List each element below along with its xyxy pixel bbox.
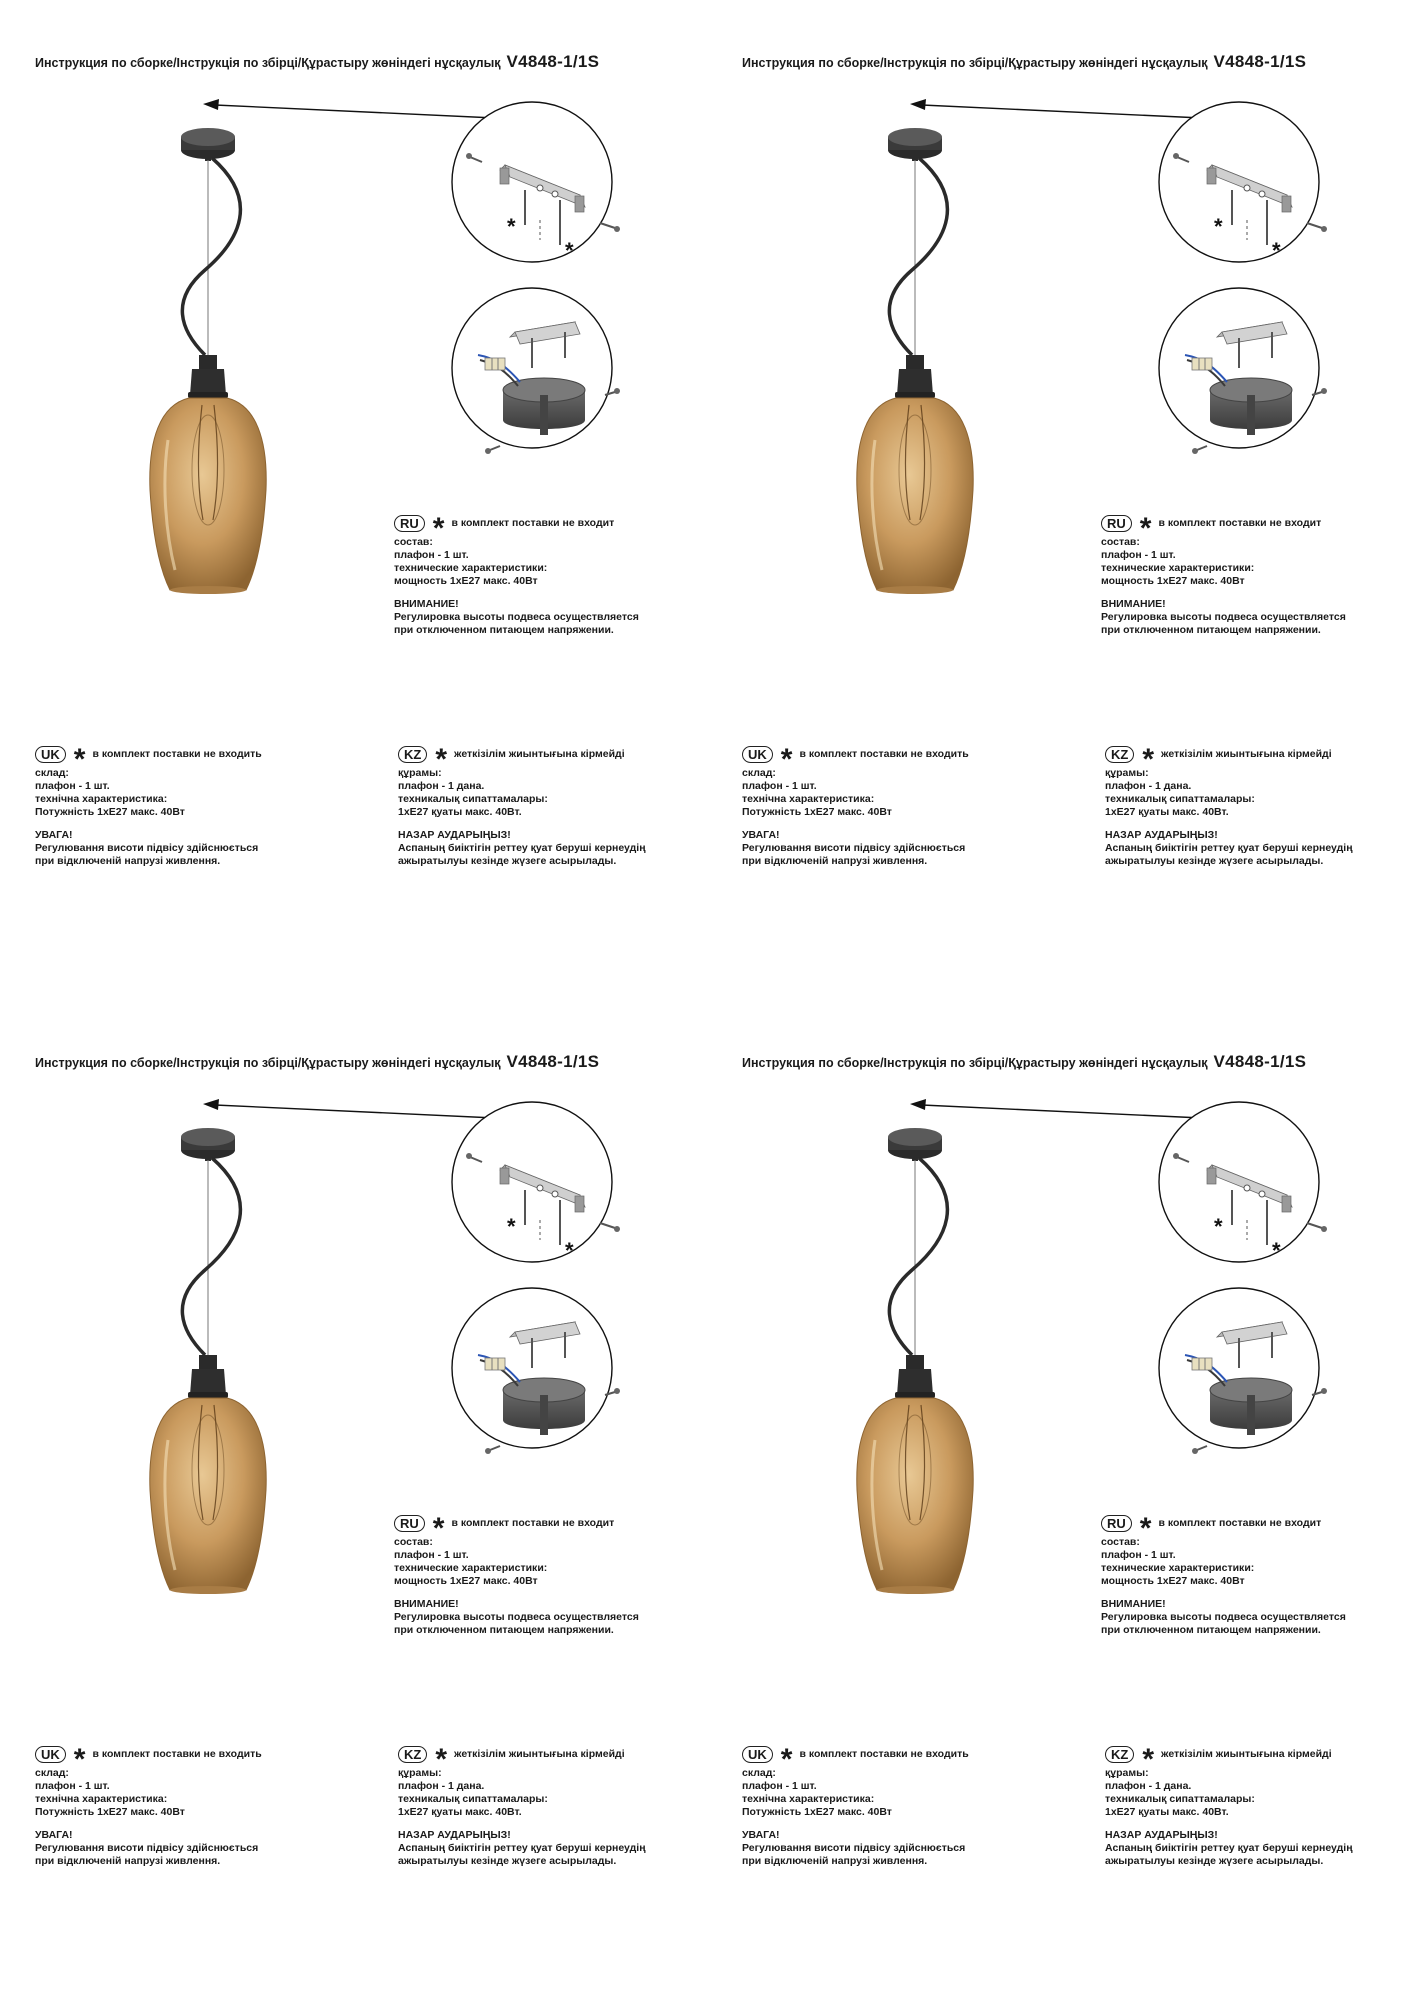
- title-text: Инструкция по сборке/Інструкція по збірці/Құрастыру жөніндегі нұсқаулық: [35, 1056, 501, 1070]
- spec-line: құрамы:: [398, 1767, 442, 1779]
- detail-circle-bracket: [1159, 1102, 1327, 1263]
- screw-icon: [1307, 1223, 1327, 1232]
- not-included-note: жеткізілім жиынтығына кірмейді: [454, 1747, 625, 1760]
- terminal-block-icon: [485, 1358, 505, 1370]
- glass-shade: [150, 398, 266, 594]
- lang-badge-ru: RU: [394, 515, 425, 532]
- spec-line: мощность 1хЕ27 макс. 40Вт: [394, 1575, 538, 1587]
- spec-line: 1хЕ27 қуаты макс. 40Вт.: [1105, 806, 1229, 818]
- ceiling-canopy: [181, 1128, 235, 1161]
- not-included-star: *: [73, 1743, 86, 1776]
- warning-line: при відключеній напрузі живлення.: [742, 855, 928, 867]
- warning-title: ВНИМАНИЕ!: [1101, 598, 1166, 610]
- not-included-note: в комплект поставки не входит: [1158, 1516, 1322, 1529]
- warning-title: УВАГА!: [35, 1829, 73, 1841]
- pointer-arrow: [203, 99, 495, 118]
- warning-line: Регулювання висоти підвісу здійснюється: [742, 1842, 966, 1854]
- spec-line: состав:: [394, 1536, 433, 1548]
- spec-line: технічна характеристика:: [35, 1793, 168, 1805]
- spec-line: плафон - 1 дана.: [398, 780, 485, 792]
- warning-line: при відключеній напрузі живлення.: [35, 855, 221, 867]
- warning-line: Аспаның биіктігін реттеу қуат беруші кернеудің: [398, 1842, 646, 1854]
- terminal-block-icon: [1192, 1358, 1212, 1370]
- ru-section: [1101, 1512, 1346, 1637]
- screw-icon: [485, 446, 500, 454]
- lang-badge-kz: KZ: [1105, 746, 1134, 763]
- spec-line: технические характеристики:: [1101, 562, 1255, 574]
- not-included-note: жеткізілім жиынтығына кірмейді: [1161, 1747, 1332, 1760]
- not-included-star: *: [432, 512, 445, 545]
- screw-icon: [1192, 1446, 1207, 1454]
- warning-line: Регулировка высоты подвеса осуществляется: [394, 611, 639, 623]
- warning-line: при отключенном питающем напряжении.: [1101, 1624, 1321, 1636]
- screw-icon: [1307, 223, 1327, 232]
- spec-line: мощность 1хЕ27 макс. 40Вт: [1101, 1575, 1245, 1587]
- warning-title: НАЗАР АУДАРЫҢЫЗ!: [398, 829, 511, 841]
- lamp-holder: [895, 355, 935, 398]
- detail-circle-bracket: [452, 102, 620, 263]
- screw-icon: [1192, 446, 1207, 454]
- warning-line: при отключенном питающем напряжении.: [394, 1624, 614, 1636]
- lang-badge-uk: UK: [35, 1746, 66, 1763]
- spec-line: технічна характеристика:: [742, 793, 875, 805]
- pointer-arrow: [910, 99, 1202, 118]
- warning-line: Аспаның биіктігін реттеу қуат беруші кернеудің: [1105, 1842, 1353, 1854]
- instruction-sheet: [0, 0, 707, 1000]
- not-included-star: *: [435, 1743, 448, 1776]
- not-included-note: в комплект поставки не входить: [92, 1747, 262, 1760]
- detail-circle-wiring: [1159, 1288, 1327, 1454]
- warning-title: ВНИМАНИЕ!: [394, 1598, 459, 1610]
- kz-section: [1105, 1743, 1353, 1868]
- not-included-star: *: [1139, 512, 1152, 545]
- ru-section: [1101, 512, 1346, 637]
- not-included-star: *: [432, 1512, 445, 1545]
- warning-title: ВНИМАНИЕ!: [394, 598, 459, 610]
- power-cord: [182, 1158, 240, 1355]
- not-included-star: *: [1272, 238, 1281, 263]
- detail-circle-bracket: [1159, 102, 1327, 263]
- not-included-note: в комплект поставки не входит: [451, 1516, 615, 1529]
- glass-shade: [150, 1398, 266, 1594]
- spec-line: плафон - 1 шт.: [394, 549, 469, 561]
- spec-line: құрамы:: [398, 767, 442, 779]
- spec-line: технічна характеристика:: [35, 793, 168, 805]
- spec-line: мощность 1хЕ27 макс. 40Вт: [394, 575, 538, 587]
- not-included-star: *: [565, 238, 574, 263]
- warning-title: НАЗАР АУДАРЫҢЫЗ!: [1105, 829, 1218, 841]
- warning-line: Аспаның биіктігін реттеу қуат беруші кернеудің: [398, 842, 646, 854]
- not-included-star: *: [507, 1214, 516, 1239]
- not-included-star: *: [1214, 214, 1223, 239]
- warning-line: Регулировка высоты подвеса осуществляется: [394, 1611, 639, 1623]
- not-included-note: в комплект поставки не входит: [451, 516, 615, 529]
- not-included-star: *: [435, 743, 448, 776]
- model-number: V4848-1/1S: [1213, 1052, 1307, 1071]
- power-cord: [182, 158, 240, 355]
- warning-title: ВНИМАНИЕ!: [1101, 1598, 1166, 1610]
- kz-section: [1105, 743, 1353, 868]
- model-number: V4848-1/1S: [506, 1052, 600, 1071]
- not-included-star: *: [507, 214, 516, 239]
- warning-line: при відключеній напрузі живлення.: [742, 1855, 928, 1867]
- lang-badge-uk: UK: [742, 1746, 773, 1763]
- warning-line: Регулювання висоти підвісу здійснюється: [742, 842, 966, 854]
- spec-line: склад:: [35, 767, 69, 779]
- screw-icon: [485, 1446, 500, 1454]
- lang-badge-uk: UK: [35, 746, 66, 763]
- not-included-star: *: [565, 1238, 574, 1263]
- spec-line: состав:: [394, 536, 433, 548]
- warning-line: при відключеній напрузі живлення.: [35, 1855, 221, 1867]
- instruction-sheet: [0, 1000, 707, 2000]
- lang-badge-ru: RU: [1101, 1515, 1132, 1532]
- instruction-sheet: [707, 0, 1414, 1000]
- not-included-note: жеткізілім жиынтығына кірмейді: [1161, 747, 1332, 760]
- glass-shade: [857, 1398, 973, 1594]
- detail-circle-wiring: [1159, 288, 1327, 454]
- warning-title: НАЗАР АУДАРЫҢЫЗ!: [1105, 1829, 1218, 1841]
- spec-line: технічна характеристика:: [742, 1793, 875, 1805]
- spec-line: Потужність 1хЕ27 макс. 40Вт: [742, 1806, 892, 1818]
- glass-shade: [857, 398, 973, 594]
- spec-line: плафон - 1 шт.: [742, 1780, 817, 1792]
- warning-title: УВАГА!: [742, 1829, 780, 1841]
- terminal-block-icon: [485, 358, 505, 370]
- ceiling-canopy: [888, 1128, 942, 1161]
- model-number: V4848-1/1S: [1213, 52, 1307, 71]
- spec-line: плафон - 1 шт.: [1101, 1549, 1176, 1561]
- uk-section: [742, 743, 969, 868]
- spec-line: 1хЕ27 қуаты макс. 40Вт.: [398, 1806, 522, 1818]
- lang-badge-ru: RU: [1101, 515, 1132, 532]
- spec-line: технические характеристики:: [1101, 1562, 1255, 1574]
- not-included-note: в комплект поставки не входить: [799, 1747, 969, 1760]
- lang-badge-kz: KZ: [398, 1746, 427, 1763]
- not-included-star: *: [780, 743, 793, 776]
- ceiling-canopy: [181, 128, 235, 161]
- warning-line: Регулировка высоты подвеса осуществляется: [1101, 611, 1346, 623]
- not-included-note: в комплект поставки не входить: [799, 747, 969, 760]
- lamp-holder: [895, 1355, 935, 1398]
- warning-line: при отключенном питающем напряжении.: [1101, 624, 1321, 636]
- warning-line: ажыратылуы кезінде жүзеге асырылады.: [1105, 855, 1324, 867]
- spec-line: состав:: [1101, 1536, 1140, 1548]
- spec-line: мощность 1хЕ27 макс. 40Вт: [1101, 575, 1245, 587]
- uk-section: [742, 1743, 969, 1868]
- spec-line: технические характеристики:: [394, 1562, 548, 1574]
- screw-icon: [600, 223, 620, 232]
- screw-icon: [600, 1223, 620, 1232]
- spec-line: плафон - 1 дана.: [1105, 1780, 1192, 1792]
- spec-line: плафон - 1 шт.: [35, 1780, 110, 1792]
- spec-line: Потужність 1хЕ27 макс. 40Вт: [35, 806, 185, 818]
- not-included-star: *: [1142, 1743, 1155, 1776]
- detail-circle-wiring: [452, 288, 620, 454]
- warning-title: УВАГА!: [35, 829, 73, 841]
- spec-line: техникалық сипаттамалары:: [398, 1793, 548, 1805]
- title-text: Инструкция по сборке/Інструкція по збірці/Құрастыру жөніндегі нұсқаулық: [742, 56, 1208, 70]
- spec-line: плафон - 1 дана.: [398, 1780, 485, 1792]
- detail-circle-wiring: [452, 1288, 620, 1454]
- not-included-star: *: [73, 743, 86, 776]
- spec-line: техникалық сипаттамалары:: [1105, 793, 1255, 805]
- lang-badge-kz: KZ: [398, 746, 427, 763]
- warning-line: Регулировка высоты подвеса осуществляется: [1101, 1611, 1346, 1623]
- uk-section: [35, 1743, 262, 1868]
- spec-line: құрамы:: [1105, 767, 1149, 779]
- spec-line: плафон - 1 шт.: [742, 780, 817, 792]
- not-included-star: *: [1142, 743, 1155, 776]
- lang-badge-kz: KZ: [1105, 1746, 1134, 1763]
- instruction-sheet: [707, 1000, 1414, 2000]
- pointer-arrow: [203, 1099, 495, 1118]
- spec-line: техникалық сипаттамалары:: [398, 793, 548, 805]
- spec-line: плафон - 1 дана.: [1105, 780, 1192, 792]
- warning-line: Аспаның биіктігін реттеу қуат беруші кернеудің: [1105, 842, 1353, 854]
- spec-line: плафон - 1 шт.: [394, 1549, 469, 1561]
- lamp-holder: [188, 355, 228, 398]
- lang-badge-uk: UK: [742, 746, 773, 763]
- spec-line: құрамы:: [1105, 1767, 1149, 1779]
- spec-line: 1хЕ27 қуаты макс. 40Вт.: [398, 806, 522, 818]
- warning-line: при отключенном питающем напряжении.: [394, 624, 614, 636]
- spec-line: 1хЕ27 қуаты макс. 40Вт.: [1105, 1806, 1229, 1818]
- warning-title: УВАГА!: [742, 829, 780, 841]
- terminal-block-icon: [1192, 358, 1212, 370]
- warning-line: ажыратылуы кезінде жүзеге асырылады.: [398, 855, 617, 867]
- model-number: V4848-1/1S: [506, 52, 600, 71]
- not-included-note: в комплект поставки не входит: [1158, 516, 1322, 529]
- not-included-star: *: [1139, 1512, 1152, 1545]
- pointer-arrow: [910, 1099, 1202, 1118]
- kz-section: [398, 1743, 646, 1868]
- spec-line: техникалық сипаттамалары:: [1105, 1793, 1255, 1805]
- title-text: Инструкция по сборке/Інструкція по збірці/Құрастыру жөніндегі нұсқаулық: [742, 1056, 1208, 1070]
- spec-line: состав:: [1101, 536, 1140, 548]
- not-included-star: *: [780, 1743, 793, 1776]
- not-included-star: *: [1214, 1214, 1223, 1239]
- warning-line: ажыратылуы кезінде жүзеге асырылады.: [398, 1855, 617, 1867]
- spec-line: технические характеристики:: [394, 562, 548, 574]
- spec-line: Потужність 1хЕ27 макс. 40Вт: [35, 1806, 185, 1818]
- ceiling-canopy: [888, 128, 942, 161]
- lang-badge-ru: RU: [394, 1515, 425, 1532]
- kz-section: [398, 743, 646, 868]
- warning-line: Регулювання висоти підвісу здійснюється: [35, 842, 259, 854]
- power-cord: [889, 158, 947, 355]
- spec-line: плафон - 1 шт.: [1101, 549, 1176, 561]
- spec-line: Потужність 1хЕ27 макс. 40Вт: [742, 806, 892, 818]
- uk-section: [35, 743, 262, 868]
- warning-line: Регулювання висоти підвісу здійснюється: [35, 1842, 259, 1854]
- power-cord: [889, 1158, 947, 1355]
- ru-section: [394, 1512, 639, 1637]
- spec-line: плафон - 1 шт.: [35, 780, 110, 792]
- not-included-note: жеткізілім жиынтығына кірмейді: [454, 747, 625, 760]
- lamp-holder: [188, 1355, 228, 1398]
- title-text: Инструкция по сборке/Інструкція по збірці/Құрастыру жөніндегі нұсқаулық: [35, 56, 501, 70]
- spec-line: склад:: [742, 767, 776, 779]
- not-included-star: *: [1272, 1238, 1281, 1263]
- detail-circle-bracket: [452, 1102, 620, 1263]
- spec-line: склад:: [742, 1767, 776, 1779]
- spec-line: склад:: [35, 1767, 69, 1779]
- warning-line: ажыратылуы кезінде жүзеге асырылады.: [1105, 1855, 1324, 1867]
- ru-section: [394, 512, 639, 637]
- warning-title: НАЗАР АУДАРЫҢЫЗ!: [398, 1829, 511, 1841]
- not-included-note: в комплект поставки не входить: [92, 747, 262, 760]
